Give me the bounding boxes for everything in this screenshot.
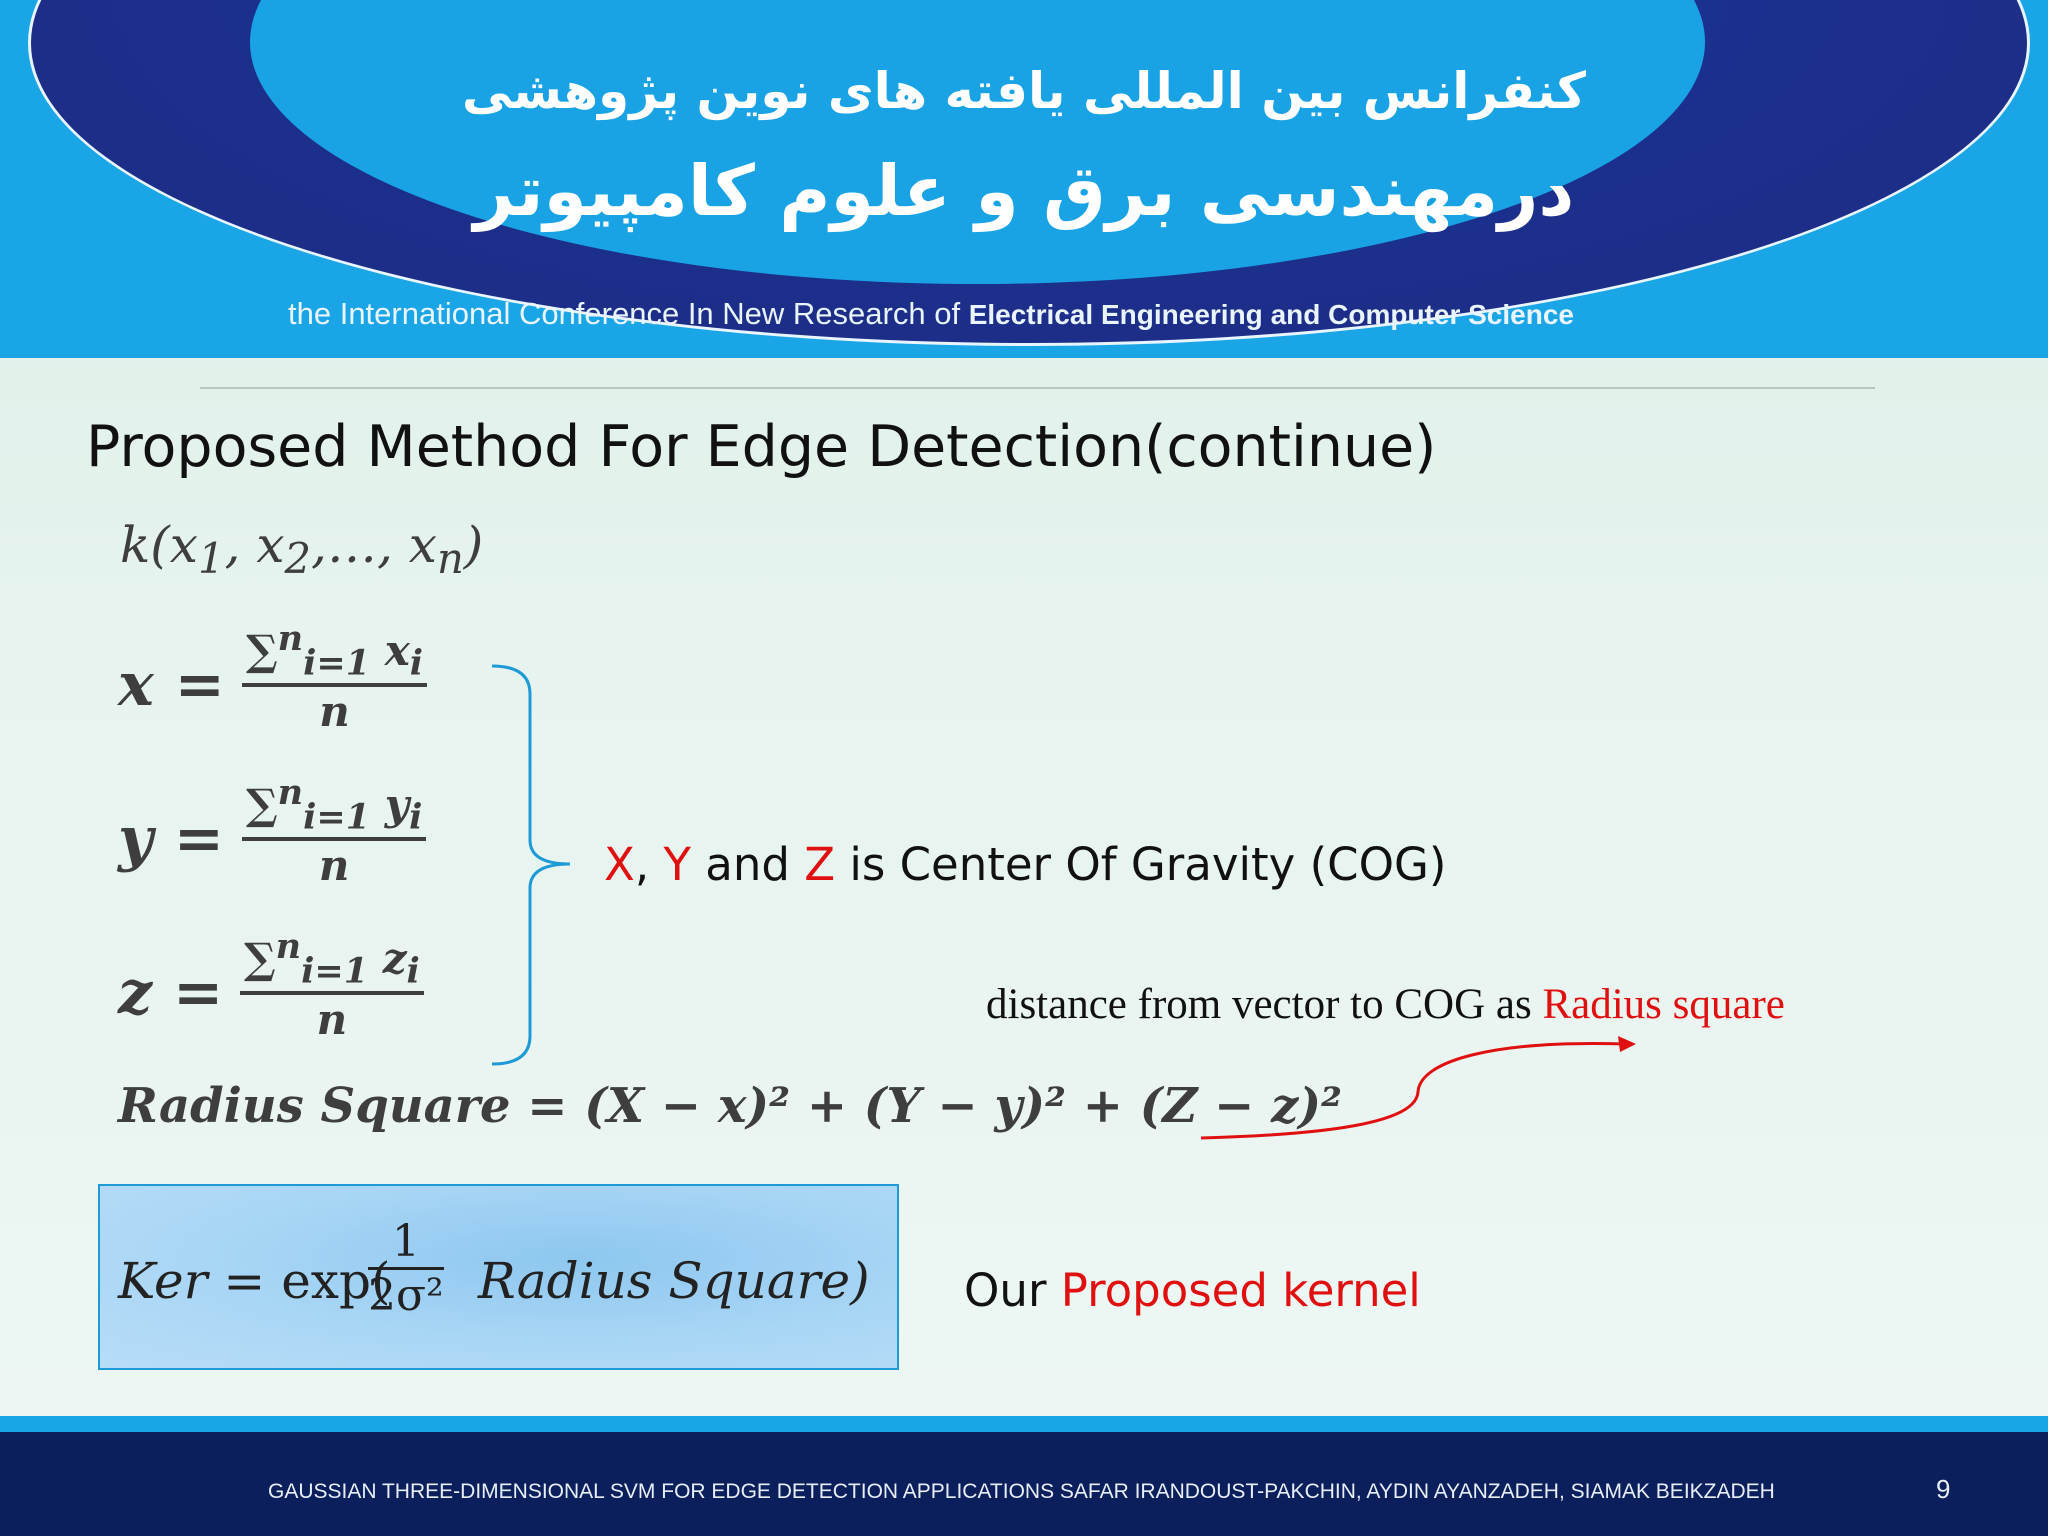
slide-title: Proposed Method For Edge Detection(continue) <box>86 414 1437 480</box>
conference-banner <box>0 0 2048 358</box>
proposed-kernel-label: Our Proposed kernel <box>964 1264 1421 1317</box>
equation-x-fraction: $\frac{\sum^n_{i=1} x_i}{n}$ <box>242 618 427 736</box>
footer-accent-band <box>0 1416 2048 1432</box>
k-expression: $k(x_1$, $x_2,\dots$, $x_n$) <box>120 516 484 583</box>
equation-z-lhs: z = <box>118 958 224 1028</box>
kernel-rhs: Radius Square) <box>478 1252 870 1310</box>
equation-y-fraction: $\frac{\sum^n_{i=1} y_i}{n}$ <box>242 772 426 890</box>
right-brace <box>490 664 570 1066</box>
equation-x-lhs: x = <box>118 650 225 720</box>
equation-y-lhs: y = <box>118 804 225 874</box>
banner-english-light: the International Conference In New Research of <box>288 296 961 331</box>
kernel-lhs: Ker = exp( <box>118 1252 391 1310</box>
page-number: 9 <box>1936 1474 1951 1504</box>
banner-persian-line1: کنفرانس بین المللی یافته های نوین پژوهشی <box>462 62 1586 120</box>
banner-english-title <box>288 296 1574 332</box>
radius-square-equation: Radius Square = (X − x)² + (Y − y)² + (Z − z)² <box>118 1078 1343 1134</box>
banner-persian-line2: درمهندسی برق و علوم کامپیوتر <box>473 150 1575 232</box>
distance-annotation: distance from vector to COG as Radius square <box>986 981 1785 1028</box>
equation-z-fraction: $\frac{\sum^n_{i=1} z_i}{n}$ <box>240 926 424 1044</box>
title-separator <box>200 387 1875 389</box>
banner-english-bold: Electrical Engineering and Computer Science <box>968 299 1574 330</box>
kernel-fraction: 1 2σ² <box>368 1216 444 1321</box>
cog-statement: X, Y and Z is Center Of Gravity (COG) <box>604 838 1447 891</box>
footer-text: GAUSSIAN THREE-DIMENSIONAL SVM FOR EDGE DETECTION APPLICATIONS SAFAR IRANDOUST-PAKCHIN, AYDIN AYANZADEH, SIAMAK BEIKZADEH <box>268 1480 1775 1503</box>
